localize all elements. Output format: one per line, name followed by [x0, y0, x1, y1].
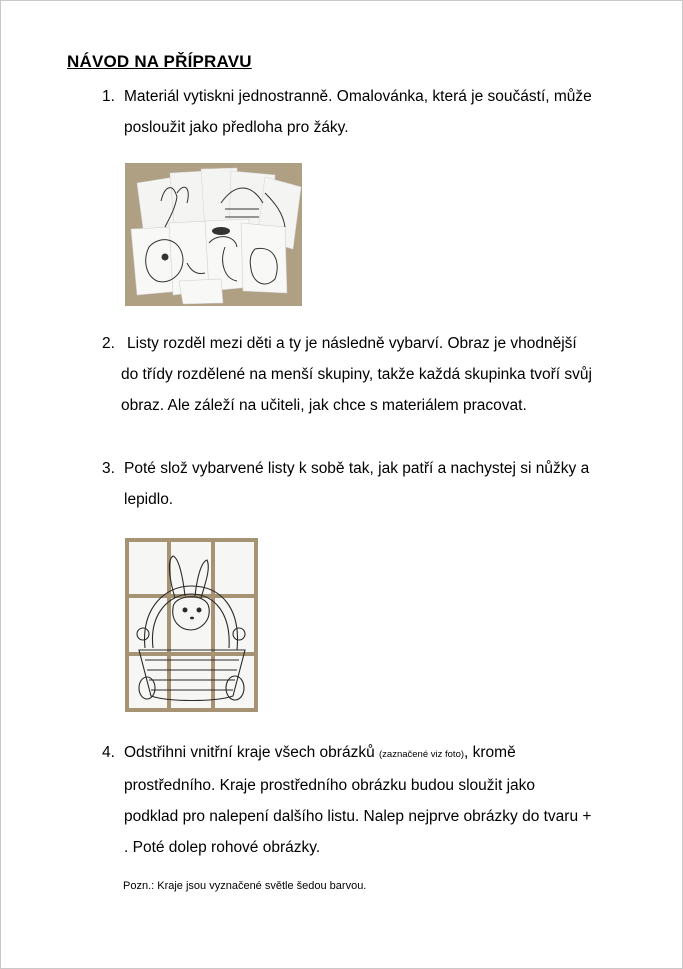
step-text: Materiál vytiskni jednostranně. Omalovánka, která je součástí, může posloužit jako předloha pro žáky. — [124, 88, 592, 136]
footnote: Pozn.: Kraje jsou vyznačené světle šedou barvou. — [123, 880, 367, 892]
assembled-grid-photo — [125, 538, 258, 712]
step-text-part-b: , kromě prostředního. Kraje prostředního obrázku budou sloužit jako podklad pro nalepení dalšího listu. Nalep nejprve obrázky do tvaru + . Poté dolep rohové obrázky. — [124, 744, 592, 856]
step-text-small: (zaznačené viz foto) — [379, 749, 465, 760]
step-text-content: Listy rozděl mezi děti a ty je následně vybarví. Obraz je vhodnější do třídy rozdělené na menší skupiny, takže každá skupinka tvoří svůj obraz. Ale záleží na učiteli, jak chce s materiálem pracovat. — [121, 335, 592, 414]
step-4 — [102, 737, 592, 863]
printed-sheets-photo — [125, 163, 302, 306]
page-title: NÁVOD NA PŘÍPRAVU — [67, 52, 252, 71]
step-number: 4. — [102, 744, 115, 761]
step-number: 2. — [102, 335, 115, 352]
step-text — [124, 737, 592, 863]
step-text — [121, 328, 592, 421]
step-text: Poté slož vybarvené listy k sobě tak, jak patří a nachystej si nůžky a lepidlo. — [124, 460, 590, 508]
step-text-part-a: Odstřihni vnitřní kraje všech obrázků — [124, 744, 379, 761]
step-1 — [102, 81, 592, 143]
step-number: 1. — [102, 88, 115, 105]
assembled-grid-illustration — [125, 538, 258, 712]
step-number: 3. — [102, 460, 115, 477]
step-3 — [102, 453, 592, 515]
step-2 — [102, 328, 592, 421]
printed-sheets-illustration — [125, 163, 302, 306]
